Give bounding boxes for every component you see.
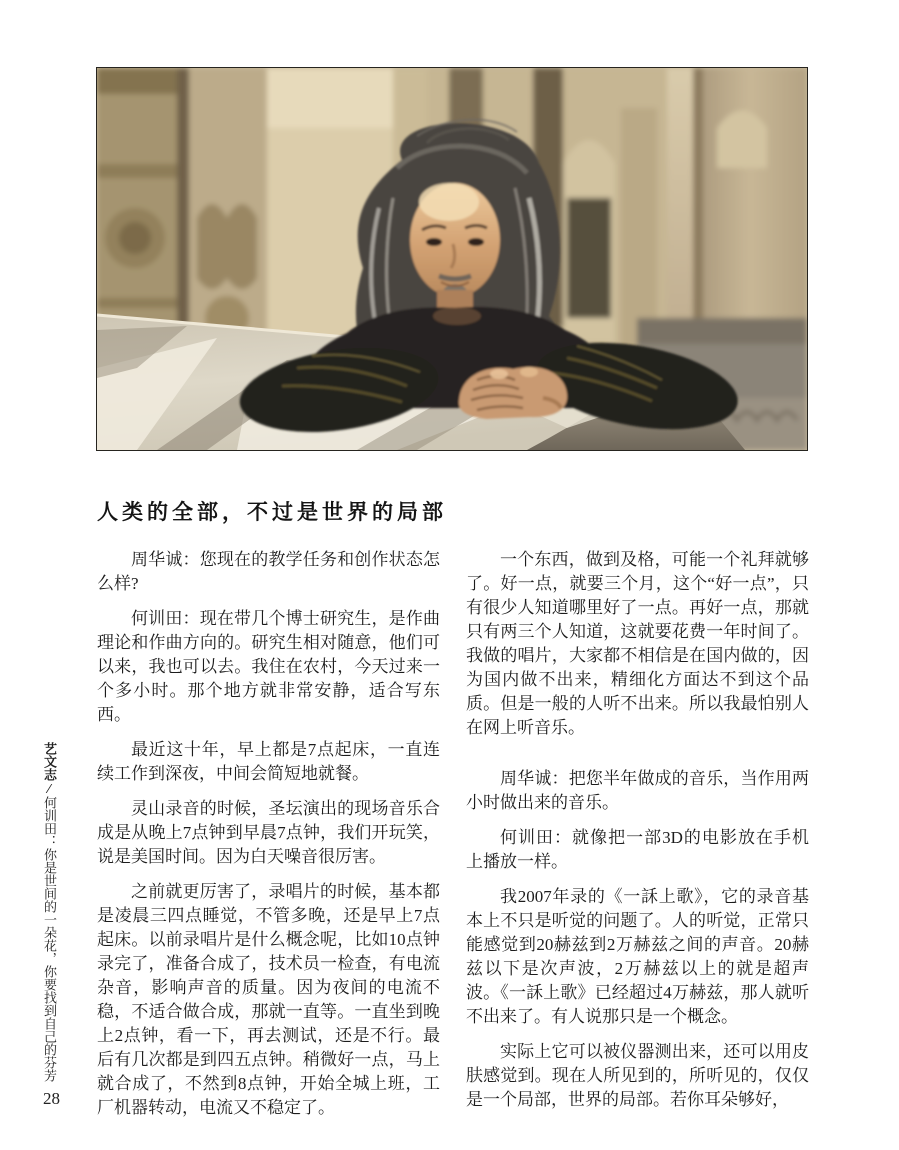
- right-column: [466, 548, 809, 1108]
- portrait-photo-illustration: [97, 68, 807, 450]
- spine-subject: 何训田：你是世间的一朵花，你要找到自己的芬芳: [42, 796, 57, 1082]
- paragraph: 灵山录音的时候，圣坛演出的现场音乐合成是从晚上7点钟到早晨7点钟，我们开玩笑，说是美国时间。因为白天噪音很厉害。: [97, 799, 440, 866]
- paragraph: 最近这十年，早上都是7点起床，一直连续工作到深夜，中间会简短地就餐。: [97, 740, 440, 783]
- article-headline: 人类的全部，不过是世界的局部: [97, 500, 447, 524]
- portrait-photo: [96, 67, 808, 451]
- paragraph: 周华诚：把您半年做成的音乐，当作用两小时做出来的音乐。: [466, 769, 809, 812]
- paragraph: 周华诚：您现在的教学任务和创作状态怎么样?: [97, 550, 440, 593]
- paragraph: 何训田：就像把一部3D的电影放在手机上播放一样。: [466, 828, 809, 871]
- paragraph: 之前就更厉害了，录唱片的时候，基本都是凌晨三四点睡觉，不管多晚，还是早上7点起床。以前录唱片是什么概念呢，比如10点钟录完了，准备合成了，技术员一检查，有电流杂音，影响声音的质量。因为夜间的电流不稳，不适合做合成，那就一直等。一直坐到晚上2点钟，看一下，再去测试，还是不行。最后有几次都是到四五点钟。稍微好一点，马上就合成了，不然到8点钟，开始全城上班，工厂机器转动，电流又不稳定了。: [97, 882, 440, 1117]
- left-column: [97, 548, 440, 1117]
- magazine-name: 艺文志: [42, 742, 57, 781]
- paragraph: 我2007年录的《一訸上歌》，它的录音基本上不只是听觉的问题了。人的听觉，正常只能感觉到20赫兹到2万赫兹之间的声音。20赫兹以下是次声波，2万赫兹以上的就是超声波。《一訸上歌》已经超过4万赫兹，那人就听不出来了。有人说那只是一个概念。: [466, 887, 809, 1026]
- article-body: [97, 548, 809, 1117]
- page-number: 28: [43, 1089, 60, 1108]
- paragraph: 实际上它可以被仪器测出来，还可以用皮肤感觉到。现在人所见到的，所听见的，仅仅是一个局部，世界的局部。若你耳朵够好，: [466, 1042, 809, 1109]
- spine-separator: ∕: [42, 781, 57, 796]
- paragraph: 何训田：现在带几个博士研究生，是作曲理论和作曲方向的。研究生相对随意，他们可以来，我也可以去。我住在农村，今天过来一个多小时。那个地方就非常安静，适合写东西。: [97, 609, 440, 724]
- paragraph: 一个东西，做到及格，可能一个礼拜就够了。好一点，就要三个月，这个“好一点”，只有很少人知道哪里好了一点。再好一点，那就只有两三个人知道，这就要花费一年时间了。我做的唱片，大家都不相信是在国内做的，因为国内做不出来，精细化方面达不到这个品质。但是一般的人听不出来。所以我最怕别人在网上听音乐。: [466, 550, 809, 737]
- spine-title: [39, 742, 59, 1087]
